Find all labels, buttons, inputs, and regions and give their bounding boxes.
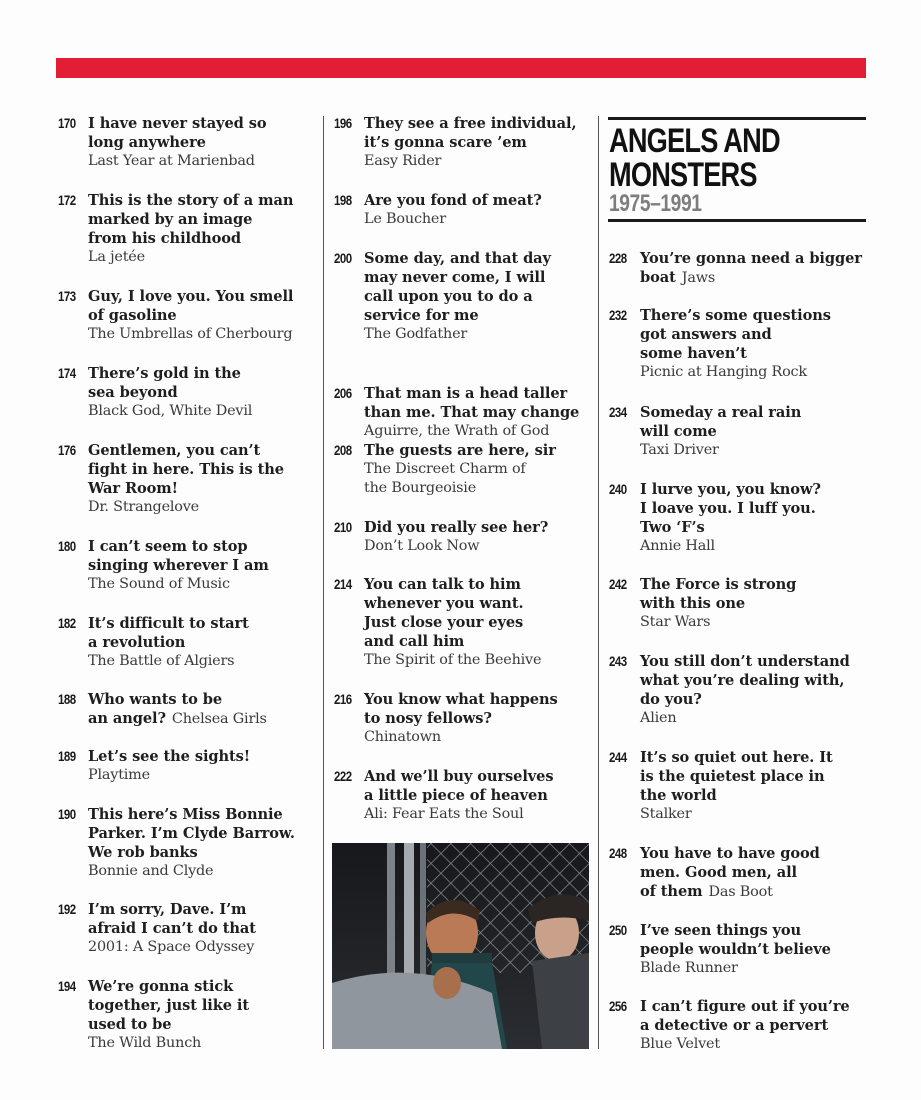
contents-entry[interactable] [334,249,596,344]
quote-line: singing wherever I am [88,557,269,574]
quote-line: I can’t figure out if you’re [640,998,850,1015]
quote-line: some haven’t [640,345,747,362]
column-divider [598,116,599,1049]
entry-body [640,844,864,902]
quote-line: together, just like it [88,997,249,1014]
entry-body [640,575,864,632]
film-title: Last Year at Marienbad [88,153,255,169]
film-title: 2001: A Space Odyssey [88,939,255,955]
contents-entry[interactable] [609,249,864,288]
contents-entry[interactable] [609,844,864,902]
contents-entry[interactable] [334,690,596,747]
entry-body [88,690,308,729]
quote-line: This is the story of a man [88,192,294,209]
film-title: Blue Velvet [640,1036,720,1052]
contents-entry[interactable] [334,114,596,171]
quote-line: We rob banks [88,844,198,861]
quote-line: afraid I can’t do that [88,920,256,937]
quote-line: got answers and [640,326,772,343]
quote-line: The guests are here, sir [364,442,556,459]
film-title: Alien [640,710,677,726]
film-title: Bonnie and Clyde [88,863,214,879]
quote-line: I can’t seem to stop [88,538,248,555]
film-title: Blade Runner [640,960,738,976]
film-title: Annie Hall [640,538,715,554]
contents-entry[interactable] [58,441,308,517]
quote-line: call upon you to do a [364,288,533,305]
film-title: Picnic at Hanging Rock [640,364,807,380]
film-title: Taxi Driver [640,442,719,458]
quote-line: may never come, I will [364,269,546,286]
page-number: 214 [334,576,352,592]
page-number: 248 [609,845,627,861]
contents-entry[interactable] [334,518,596,556]
contents-entry[interactable] [58,747,308,785]
page-number: 190 [58,806,76,822]
entry-body [364,518,596,556]
quote-line: They see a free individual, [364,115,577,132]
quote-line: I have never stayed so [88,115,267,132]
film-title: Chelsea Girls [171,711,267,727]
quote-line: used to be [88,1016,172,1033]
contents-entry[interactable] [609,306,864,382]
page-number: 232 [609,307,627,323]
entry-body [88,287,308,344]
quote-line: That man is a head taller [364,385,568,402]
entry-body [364,114,596,171]
film-title: Le Boucher [364,211,446,227]
quote-line: fight in here. This is the [88,461,284,478]
contents-entry[interactable] [609,480,864,556]
entry-body [640,748,864,824]
quote-line: The Force is strong [640,576,797,593]
film-title: Playtime [88,767,150,783]
quote-line: I’m sorry, Dave. I’m [88,901,247,918]
contents-entry[interactable] [58,900,308,957]
page-number: 176 [58,442,76,458]
quote-line: an angel? [88,710,166,727]
quote-line: You still don’t understand [640,653,850,670]
film-title: Dr. Strangelove [88,499,199,515]
page-number: 250 [609,922,627,938]
entry-body [88,114,308,171]
quote-line: Guy, I love you. You smell [88,288,294,305]
page-number: 234 [609,404,627,420]
entry-body [364,249,596,344]
quote-line: to nosy fellows? [364,710,492,727]
page-number: 172 [58,192,76,208]
page-number: 208 [334,442,352,458]
film-title: The Battle of Algiers [88,653,235,669]
entry-body [640,997,864,1054]
entry-body [364,575,596,670]
quote-line: what you’re dealing with, [640,672,845,689]
page-number: 206 [334,385,352,401]
contents-entry[interactable] [334,191,596,229]
page-number: 170 [58,115,76,131]
entry-body [640,652,864,728]
page-number: 216 [334,691,352,707]
entry-body [640,480,864,556]
quote-line: It’s so quiet out here. It [640,749,833,766]
entry-body [88,614,308,671]
red-header-bar [56,58,866,78]
film-still-photo [332,843,589,1049]
quote-line: This here’s Miss Bonnie [88,806,283,823]
quote-line: War Room! [88,480,178,497]
entry-body [88,900,308,957]
quote-line: with this one [640,595,746,612]
film-title: Star Wars [640,614,711,630]
section-title-line2: MONSTERS [609,156,757,194]
quote-line: it’s gonna scare ’em [364,134,527,151]
quote-line: a revolution [88,634,186,651]
contents-entry[interactable] [58,537,308,594]
entry-body [88,747,308,785]
quote-line: whenever you want. [364,595,524,612]
contents-entry[interactable] [609,997,864,1054]
quote-line: sea beyond [88,384,178,401]
entry-body [88,441,308,517]
quote-line: people wouldn’t believe [640,941,831,958]
film-title-line: the Bourgeoisie [364,480,477,496]
entry-body [364,191,596,229]
entry-body [88,805,308,881]
page-number: 240 [609,481,627,497]
page-number: 174 [58,365,76,381]
film-title: Jaws [681,270,716,286]
page-number: 194 [58,978,76,994]
page-number: 173 [58,288,76,304]
contents-entry[interactable] [334,441,596,498]
quote-line: a little piece of heaven [364,787,548,804]
quote-line: There’s some questions [640,307,831,324]
quote-line: men. Good men, all [640,864,797,881]
quote-line: You can talk to him [364,576,521,593]
contents-entry[interactable] [609,403,864,460]
page-number: 222 [334,768,352,784]
film-title: The Umbrellas of Cherbourg [88,326,293,342]
contents-entry[interactable] [58,614,308,671]
film-title: Easy Rider [364,153,442,169]
quote-line: Someday a real rain [640,404,802,421]
quote-line: Who wants to be [88,691,223,708]
contents-entry[interactable] [609,748,864,824]
quote-line: marked by an image [88,211,253,228]
contents-entry[interactable] [58,287,308,344]
film-title [364,460,596,498]
page-number: 198 [334,192,352,208]
page-number: 256 [609,998,627,1014]
entry-body [364,767,596,824]
contents-entry[interactable] [58,364,308,421]
page-number: 182 [58,615,76,631]
film-title: Chinatown [364,729,441,745]
quote-line: and call him [364,633,465,650]
quote-line: do you? [640,691,702,708]
page-number: 243 [609,653,627,669]
contents-entry[interactable] [58,191,308,267]
chinatown-still-image [332,843,589,1049]
contents-entry[interactable] [609,652,864,728]
quote-line: of gasoline [88,307,177,324]
entry-body [88,191,308,267]
film-title: Black God, White Devil [88,403,253,419]
page-number: 200 [334,250,352,266]
quote-line: Gentlemen, you can’t [88,442,261,459]
contents-entry[interactable] [334,575,596,670]
quote-line: is the quietest place in [640,768,825,785]
entry-body [640,403,864,460]
film-title: Stalker [640,806,692,822]
contents-entry[interactable] [609,921,864,978]
film-title: Aguirre, the Wrath of God [364,423,550,439]
quote-line: Some day, and that day [364,250,551,267]
section-title-line1: ANGELS AND [609,122,780,160]
film-title: The Spirit of the Beehive [364,652,542,668]
entry-body [640,249,864,288]
contents-entry[interactable] [58,114,308,171]
quote-line: We’re gonna stick [88,978,234,995]
page-number: 244 [609,749,627,765]
quote-line: Just close your eyes [364,614,524,631]
quote-line: a detective or a pervert [640,1017,829,1034]
quote-line: the world [640,787,717,804]
quote-line: of them [640,883,703,900]
quote-line: I’ve seen things you [640,922,802,939]
quote-line: You’re gonna need a bigger [640,250,862,267]
entry-body [640,921,864,978]
quote-line: And we’ll buy ourselves [364,768,554,785]
quote-line: You know what happens [364,691,558,708]
entry-body [88,537,308,594]
quote-line: from his childhood [88,230,241,247]
entry-body [88,977,308,1053]
quote-line: service for me [364,307,479,324]
page-number: 210 [334,519,352,535]
page-number: 242 [609,576,627,592]
quote-line: I lurve you, you know? [640,481,821,498]
page-number: 228 [609,250,627,266]
contents-entry[interactable] [58,805,308,881]
page-number: 189 [58,748,76,764]
quote-line: will come [640,423,717,440]
quote-line: Are you fond of meat? [364,192,542,209]
film-title: The Wild Bunch [88,1035,202,1051]
heading-bottom-rule [608,219,866,222]
heading-top-rule [608,117,866,120]
entry-body [88,364,308,421]
quote-line: Did you really see her? [364,519,549,536]
quote-line: long anywhere [88,134,206,151]
quote-line: boat [640,269,676,286]
contents-entry[interactable] [334,384,596,441]
page-number: 196 [334,115,352,131]
film-title: La jetée [88,249,145,265]
column-divider [323,116,324,1049]
film-title: The Sound of Music [88,576,230,592]
section-years: 1975–1991 [609,190,702,217]
quote-line: Let’s see the sights! [88,748,251,765]
film-title: Das Boot [708,884,773,900]
film-title: Ali: Fear Eats the Soul [364,806,524,822]
page-number: 188 [58,691,76,707]
quote-line: You have to have good [640,845,820,862]
page-number: 180 [58,538,76,554]
section-title [609,124,873,192]
quote-line: Two ‘F’s [640,519,705,536]
quote-line: I loave you. I luff you. [640,500,816,517]
contents-entry[interactable] [334,767,596,824]
entry-body [364,441,596,498]
quote-line: It’s difficult to start [88,615,249,632]
film-title: The Godfather [364,326,468,342]
page-number: 192 [58,901,76,917]
contents-entry[interactable] [58,977,308,1053]
entry-body [640,306,864,382]
entry-body [364,384,596,441]
contents-entry[interactable] [609,575,864,632]
contents-entry[interactable] [58,690,308,729]
film-title: Don’t Look Now [364,538,480,554]
quote-line: There’s gold in the [88,365,241,382]
film-title-line: The Discreet Charm of [364,461,526,477]
quote-line: Parker. I’m Clyde Barrow. [88,825,295,842]
quote-line: than me. That may change [364,404,580,421]
entry-body [364,690,596,747]
